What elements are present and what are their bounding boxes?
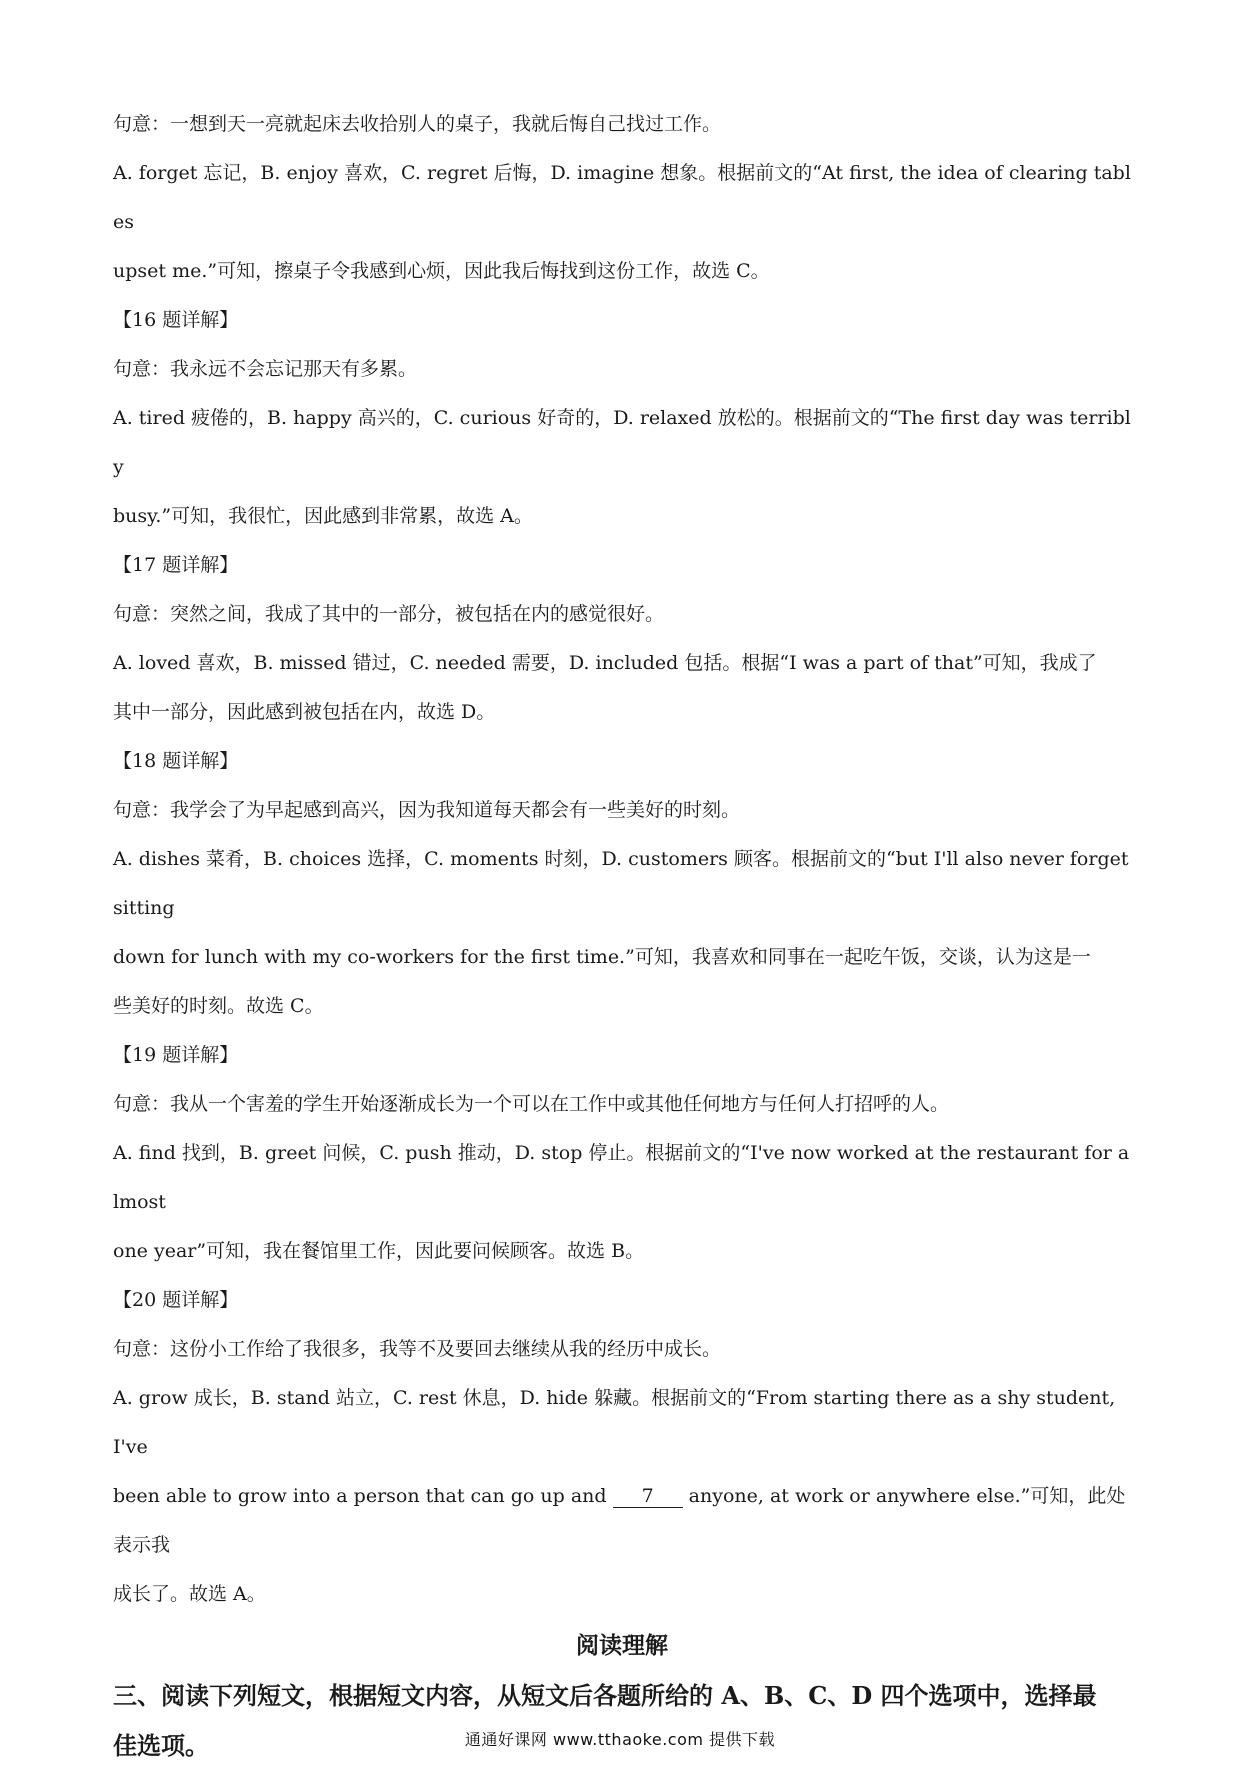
- document-content: [113, 100, 1131, 1771]
- q20-meaning: 句意：这份小工作给了我很多，我等不及要回去继续从我的经历中成长。: [113, 1338, 722, 1360]
- q17-options-line-1: A. loved 喜欢，B. missed 错过，C. needed 需要，D. included 包括。根据“I was a part of that”可知，我成了: [113, 652, 1097, 674]
- q15-options-line-1: A. forget 忘记，B. enjoy 喜欢，C. regret 后悔，D. imagine 想象。根据前文的“At first, the idea of clearing tables: [113, 162, 1131, 233]
- q18-options-line-2: down for lunch with my co-workers for the first time.”可知，我喜欢和同事在一起吃午饭，交谈，认为这是一: [113, 946, 1091, 968]
- q15-meaning: 句意：一想到天一亮就起床去收拾别人的桌子，我就后悔自己找过工作。: [113, 113, 722, 135]
- q16-options-line-1: A. tired 疲倦的，B. happy 高兴的，C. curious 好奇的，D. relaxed 放松的。根据前文的“The first day was terribly: [113, 407, 1131, 478]
- q20-options-line-2: [113, 1472, 1131, 1570]
- q19-explanation: [113, 1031, 1131, 1276]
- q20-options-line-2-end: anyone, at work or anywhere else.”可知，此处表示我: [113, 1485, 1126, 1556]
- q17-explanation: [113, 541, 1131, 737]
- q19-header: 【19 题详解】: [113, 1044, 239, 1066]
- section-instruction-line-2: 佳选项。: [113, 1731, 209, 1760]
- q20-explanation: [113, 1276, 1131, 1619]
- q20-options-line-1: A. grow 成长，B. stand 站立，C. rest 休息，D. hide 躲藏。根据前文的“From starting there as a shy student, I've: [113, 1387, 1116, 1458]
- q18-options-line-1: A. dishes 菜肴，B. choices 选择，C. moments 时刻，D. customers 顾客。根据前文的“but I'll also never forget sitting: [113, 848, 1129, 919]
- section-heading: 阅读理解: [576, 1632, 668, 1659]
- q17-options-line-2: 其中一部分，因此感到被包括在内，故选 D。: [113, 701, 496, 723]
- fill-in-blank: 7: [613, 1485, 683, 1508]
- q18-options-line-3: 些美好的时刻。故选 C。: [113, 995, 324, 1017]
- q19-options-line-2: one year”可知，我在餐馆里工作，因此要问候顾客。故选 B。: [113, 1240, 645, 1262]
- q16-explanation: [113, 296, 1131, 541]
- q16-meaning: 句意：我永远不会忘记那天有多累。: [113, 358, 418, 380]
- q18-header: 【18 题详解】: [113, 750, 239, 772]
- q16-header: 【16 题详解】: [113, 309, 239, 331]
- q20-options-line-3: 成长了。故选 A。: [113, 1583, 266, 1605]
- q15-explanation: [113, 100, 1131, 296]
- section-instruction-line-1: 三、阅读下列短文，根据短文内容，从短文后各题所给的 A、B、C、D 四个选项中，选择最: [113, 1681, 1097, 1710]
- q18-meaning: 句意：我学会了为早起感到高兴，因为我知道每天都会有一些美好的时刻。: [113, 799, 741, 821]
- page-footer: 通通好课网 www.tthaoke.com 提供下载: [464, 1730, 776, 1749]
- q17-meaning: 句意：突然之间，我成了其中的一部分，被包括在内的感觉很好。: [113, 603, 665, 625]
- q16-options-line-2: busy.”可知，我很忙，因此感到非常累，故选 A。: [113, 505, 533, 527]
- q19-meaning: 句意：我从一个害羞的学生开始逐渐成长为一个可以在工作中或其他任何地方与任何人打招呼的人。: [113, 1093, 950, 1115]
- q15-options-line-2: upset me.”可知，擦桌子令我感到心烦，因此我后悔找到这份工作，故选 C。: [113, 260, 770, 282]
- q18-explanation: [113, 737, 1131, 1031]
- q17-header: 【17 题详解】: [113, 554, 239, 576]
- q20-header: 【20 题详解】: [113, 1289, 239, 1311]
- q19-options-line-1: A. find 找到，B. greet 问候，C. push 推动，D. stop 停止。根据前文的“I've now worked at the restaurant for almost: [113, 1142, 1130, 1213]
- q20-options-line-2-start: been able to grow into a person that can go up and: [113, 1485, 607, 1507]
